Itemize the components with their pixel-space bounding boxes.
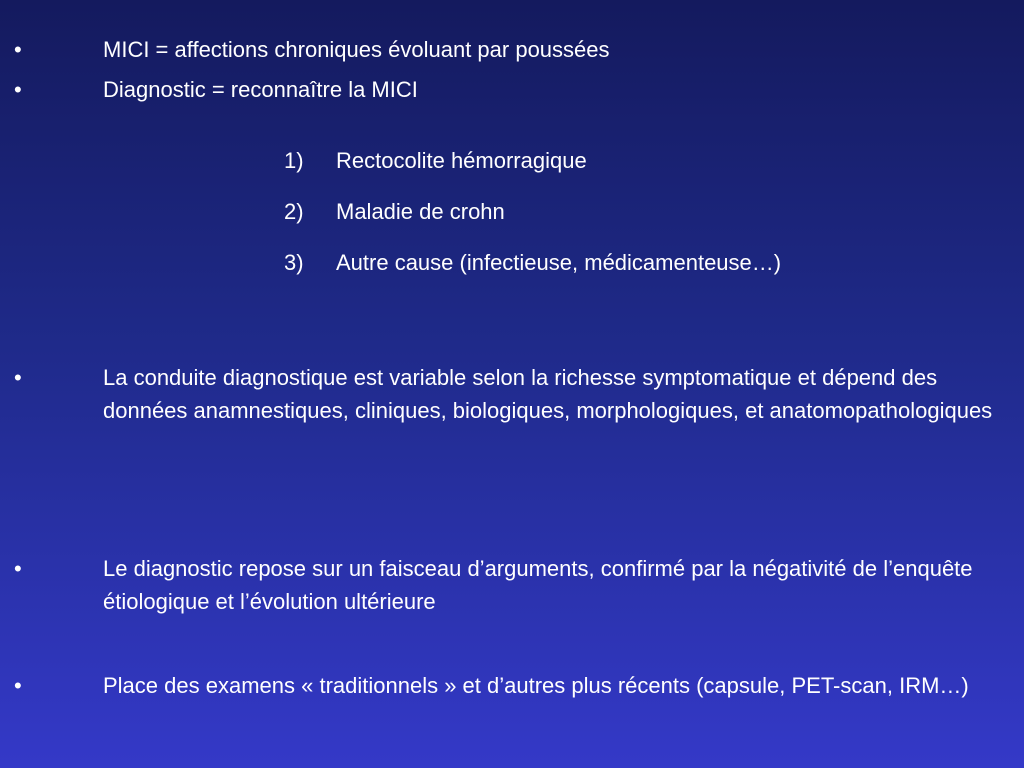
bullet-symbol: • — [14, 77, 22, 102]
bullet-text: La conduite diagnostique est variable selon la richesse symptomatique et dépend des données anamnestiques, cliniques, biologiques, morphologiques, et anatomopathologiques — [103, 365, 993, 423]
numbered-label: 1) — [284, 148, 304, 173]
numbered-label: 2) — [284, 199, 304, 224]
numbered-text: Autre cause (infectieuse, médicamenteuse…) — [336, 250, 782, 275]
numbered-label: 3) — [284, 250, 304, 275]
bullet-symbol: • — [14, 556, 22, 581]
bullet-text: MICI = affections chroniques évoluant par poussées — [103, 37, 610, 62]
bullet-text: Le diagnostic repose sur un faisceau d’arguments, confirmé par la négativité de l’enquête étiologique et l’évolution ultérieure — [103, 556, 973, 614]
numbered-text: Rectocolite hémorragique — [336, 148, 587, 173]
bullet-text: Diagnostic = reconnaître la MICI — [103, 77, 418, 102]
bullet-text: Place des examens « traditionnels » et d’autres plus récents (capsule, PET-scan, IRM…) — [103, 673, 969, 698]
bullet-symbol: • — [14, 365, 22, 390]
bullet-symbol: • — [14, 37, 22, 62]
bullet-symbol: • — [14, 673, 22, 698]
numbered-text: Maladie de crohn — [336, 199, 505, 224]
